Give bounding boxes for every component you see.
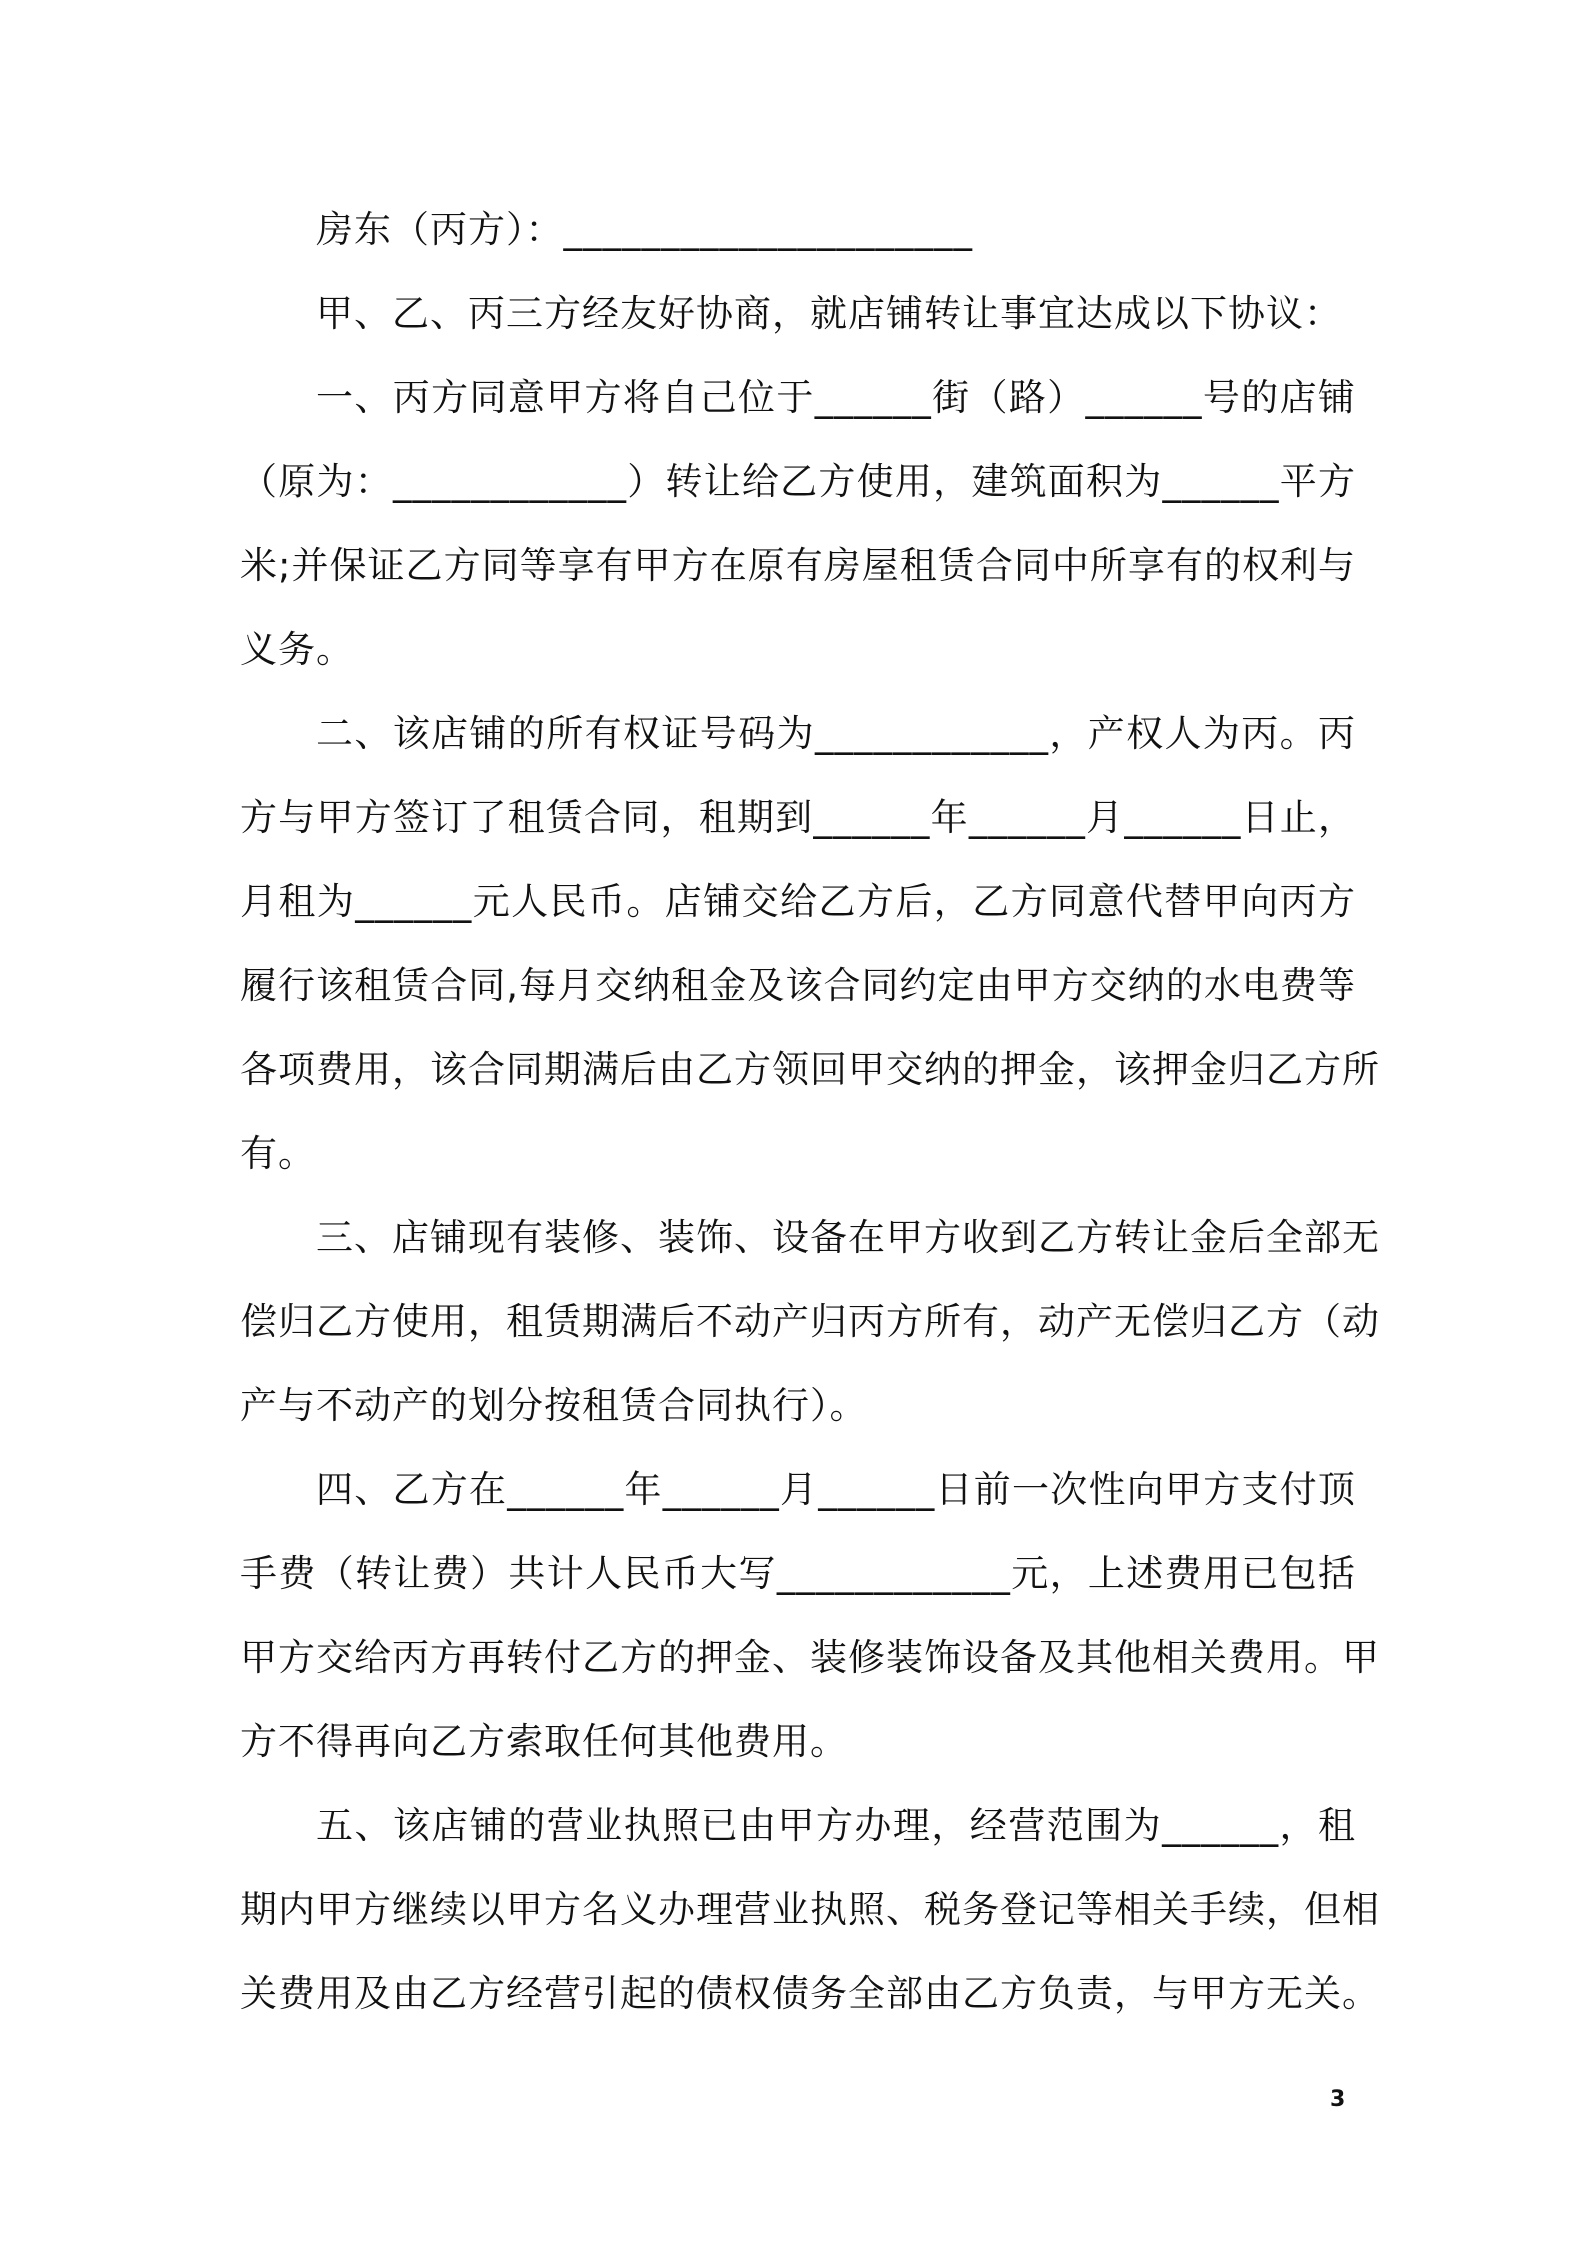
text-line: 月租为______元人民币。店铺交给乙方后，乙方同意代替甲向丙方 (240, 880, 1356, 923)
text-line: 五、该店铺的营业执照已由甲方办理，经营范围为______，租 (316, 1804, 1356, 1847)
text-line: 方不得再向乙方索取任何其他费用。 (240, 1720, 848, 1763)
text-line: 甲方交给丙方再转付乙方的押金、装修装饰设备及其他相关费用。甲 (240, 1636, 1380, 1679)
text-line: 方与甲方签订了租赁合同，租期到______年______月______日止， (240, 796, 1356, 839)
text-line: 房东（丙方）：_____________________ (316, 208, 973, 251)
page-number: 3 (1330, 2087, 1346, 2112)
text-line: 履行该租赁合同,每月交纳租金及该合同约定由甲方交纳的水电费等 (240, 964, 1356, 1007)
text-line: 各项费用，该合同期满后由乙方领回甲交纳的押金，该押金归乙方所 (240, 1048, 1380, 1091)
text-line: 甲、乙、丙三方经友好协商，就店铺转让事宜达成以下协议： (316, 292, 1342, 335)
text-line: 四、乙方在______年______月______日前一次性向甲方支付顶 (316, 1468, 1356, 1511)
text-line: 产与不动产的划分按租赁合同执行）。 (240, 1384, 868, 1427)
text-line: 偿归乙方使用，租赁期满后不动产归丙方所有，动产无偿归乙方（动 (240, 1300, 1380, 1343)
text-line: 一、丙方同意甲方将自己位于______街（路）______号的店铺 (316, 376, 1356, 419)
text-line: 义务。 (240, 628, 354, 671)
text-line: （原为：____________）转让给乙方使用，建筑面积为______平方 (240, 460, 1356, 503)
text-line: 二、该店铺的所有权证号码为____________，产权人为丙。丙 (316, 712, 1356, 755)
text-line: 关费用及由乙方经营引起的债权债务全部由乙方负责，与甲方无关。 (240, 1972, 1380, 2015)
text-line: 有。 (240, 1132, 316, 1175)
text-line: 米;并保证乙方同等享有甲方在原有房屋租赁合同中所享有的权利与 (240, 544, 1356, 587)
text-line: 手费（转让费）共计人民币大写____________元，上述费用已包括 (240, 1552, 1356, 1595)
text-line: 三、店铺现有装修、装饰、设备在甲方收到乙方转让金后全部无 (316, 1216, 1380, 1259)
text-line: 期内甲方继续以甲方名义办理营业执照、税务登记等相关手续，但相 (240, 1888, 1380, 1931)
